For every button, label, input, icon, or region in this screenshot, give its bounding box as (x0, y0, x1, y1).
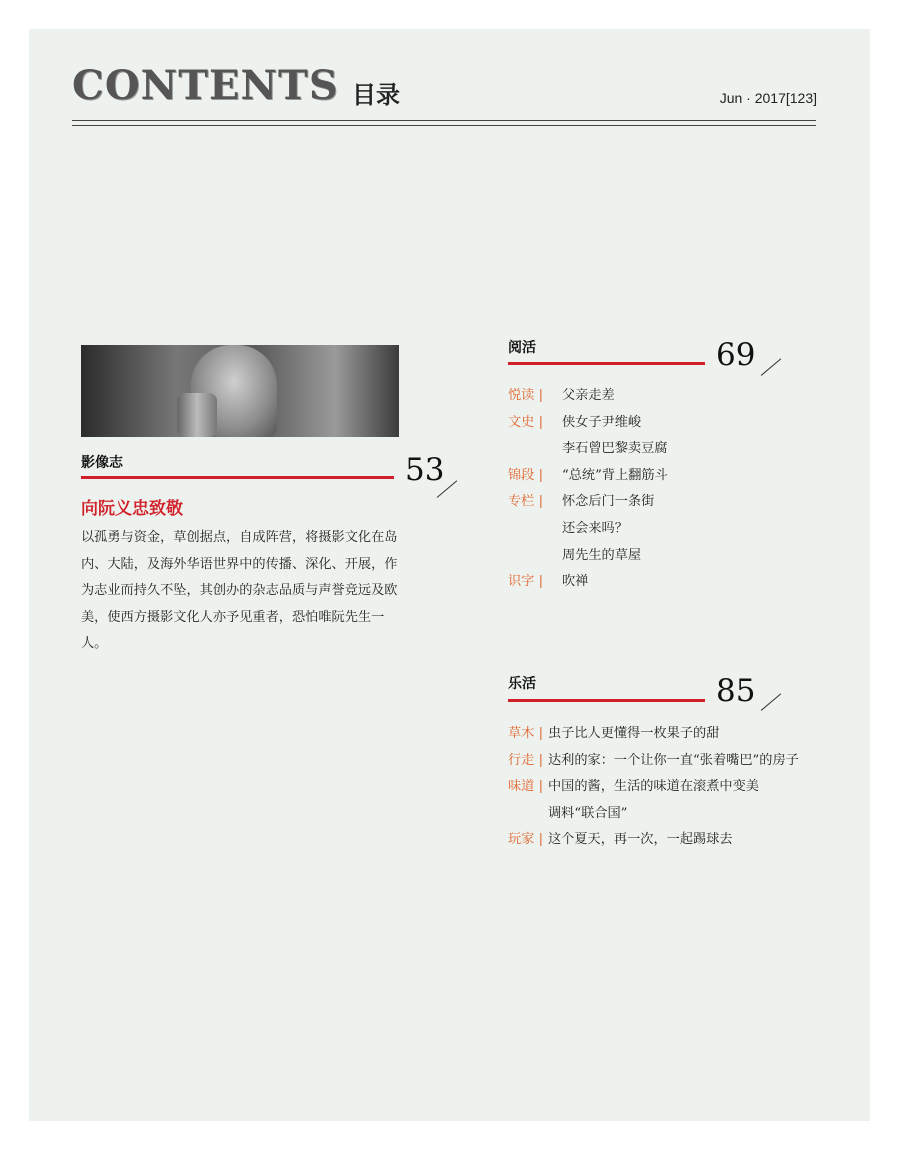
toc-category-separator: | (534, 388, 544, 403)
feature-body: 以孤勇与资金，草创据点，自成阵营，将摄影文化在岛内、大陆，及海外华语世界中的传播、深化、开展，作为志业而持久不坠，其创办的杂志品质与声誉竞远及欧美，使西方摄影文化人亦予见重者，恐怕唯阮先生一人。 (81, 530, 398, 651)
yuehuo-page-number: 69 (716, 337, 756, 373)
toc-category (508, 410, 554, 437)
yuehuo-red-rule (508, 362, 705, 365)
toc-category-label: 专栏 (508, 494, 535, 510)
toc-category-separator: | (534, 574, 544, 590)
toc-item-title[interactable]: 吹禅 (562, 574, 589, 590)
toc-category-label: 草木 (508, 726, 535, 741)
lehuo-page-number: 85 (716, 673, 756, 709)
toc-item-title[interactable]: 达利的家：一个让你一直“张着嘴巴”的房子 (548, 752, 799, 768)
cup-figure (177, 393, 217, 437)
toc-category-separator: | (534, 414, 544, 430)
toc-item-title[interactable]: 调料“联合国” (548, 805, 628, 821)
feature-page-number: 53 (405, 452, 445, 488)
header-rule-bottom (72, 125, 816, 126)
lehuo-red-rule (508, 699, 705, 702)
contents-title-cn: 目录 (352, 80, 400, 109)
toc-item-title[interactable]: 这个夏天，再一次，一起踢球去 (548, 832, 733, 848)
yuehuo-section-label: 阅活 (508, 339, 536, 355)
feature-red-rule (81, 476, 394, 479)
toc-category-separator: | (534, 467, 544, 483)
toc-category (508, 489, 554, 516)
toc-category-label: 识字 (508, 574, 535, 590)
toc-category-label: 锦段 (508, 467, 535, 483)
feature-photo[interactable] (81, 345, 399, 437)
toc-item-title[interactable]: 怀念后门一条街 (562, 494, 655, 510)
toc-item-title[interactable]: “总统”背上翻筋斗 (562, 467, 668, 483)
toc-category-label: 悦读 (508, 388, 535, 403)
toc-category-separator: | (534, 832, 544, 848)
toc-category-label: 行走 (508, 752, 535, 768)
header-rule-top (72, 120, 816, 121)
toc-item-title[interactable]: 还会来吗？ (562, 520, 628, 536)
toc-category-label: 玩家 (508, 832, 535, 848)
toc-category-label: 味道 (508, 779, 535, 795)
toc-category-separator: | (534, 779, 544, 795)
toc-category-separator: | (534, 752, 544, 768)
toc-item-title[interactable]: 李石曾巴黎卖豆腐 (562, 441, 668, 457)
toc-item-title[interactable]: 周先生的草屋 (562, 547, 642, 563)
toc-category (508, 383, 554, 410)
toc-category (508, 463, 554, 490)
toc-category-label: 文史 (508, 414, 535, 430)
lehuo-section-label: 乐活 (508, 675, 536, 691)
toc-item-title[interactable]: 虫子比人更懂得一枚果子的甜 (548, 726, 720, 741)
feature-section-label: 影像志 (81, 454, 123, 470)
feature-title[interactable]: 向阮义忠致敬 (81, 499, 183, 518)
toc-item-title[interactable]: 父亲走差 (562, 388, 615, 403)
toc-item-title[interactable]: 中国的酱，生活的味道在滚煮中变美 (548, 779, 759, 795)
issue-date: Jun · 2017[123] (719, 90, 817, 106)
toc-item-title[interactable]: 侠女子尹维峻 (562, 414, 642, 430)
toc-category (508, 569, 554, 596)
toc-category-separator: | (534, 726, 544, 741)
contents-title: CONTENTS (72, 62, 339, 109)
toc-category-separator: | (534, 494, 544, 510)
